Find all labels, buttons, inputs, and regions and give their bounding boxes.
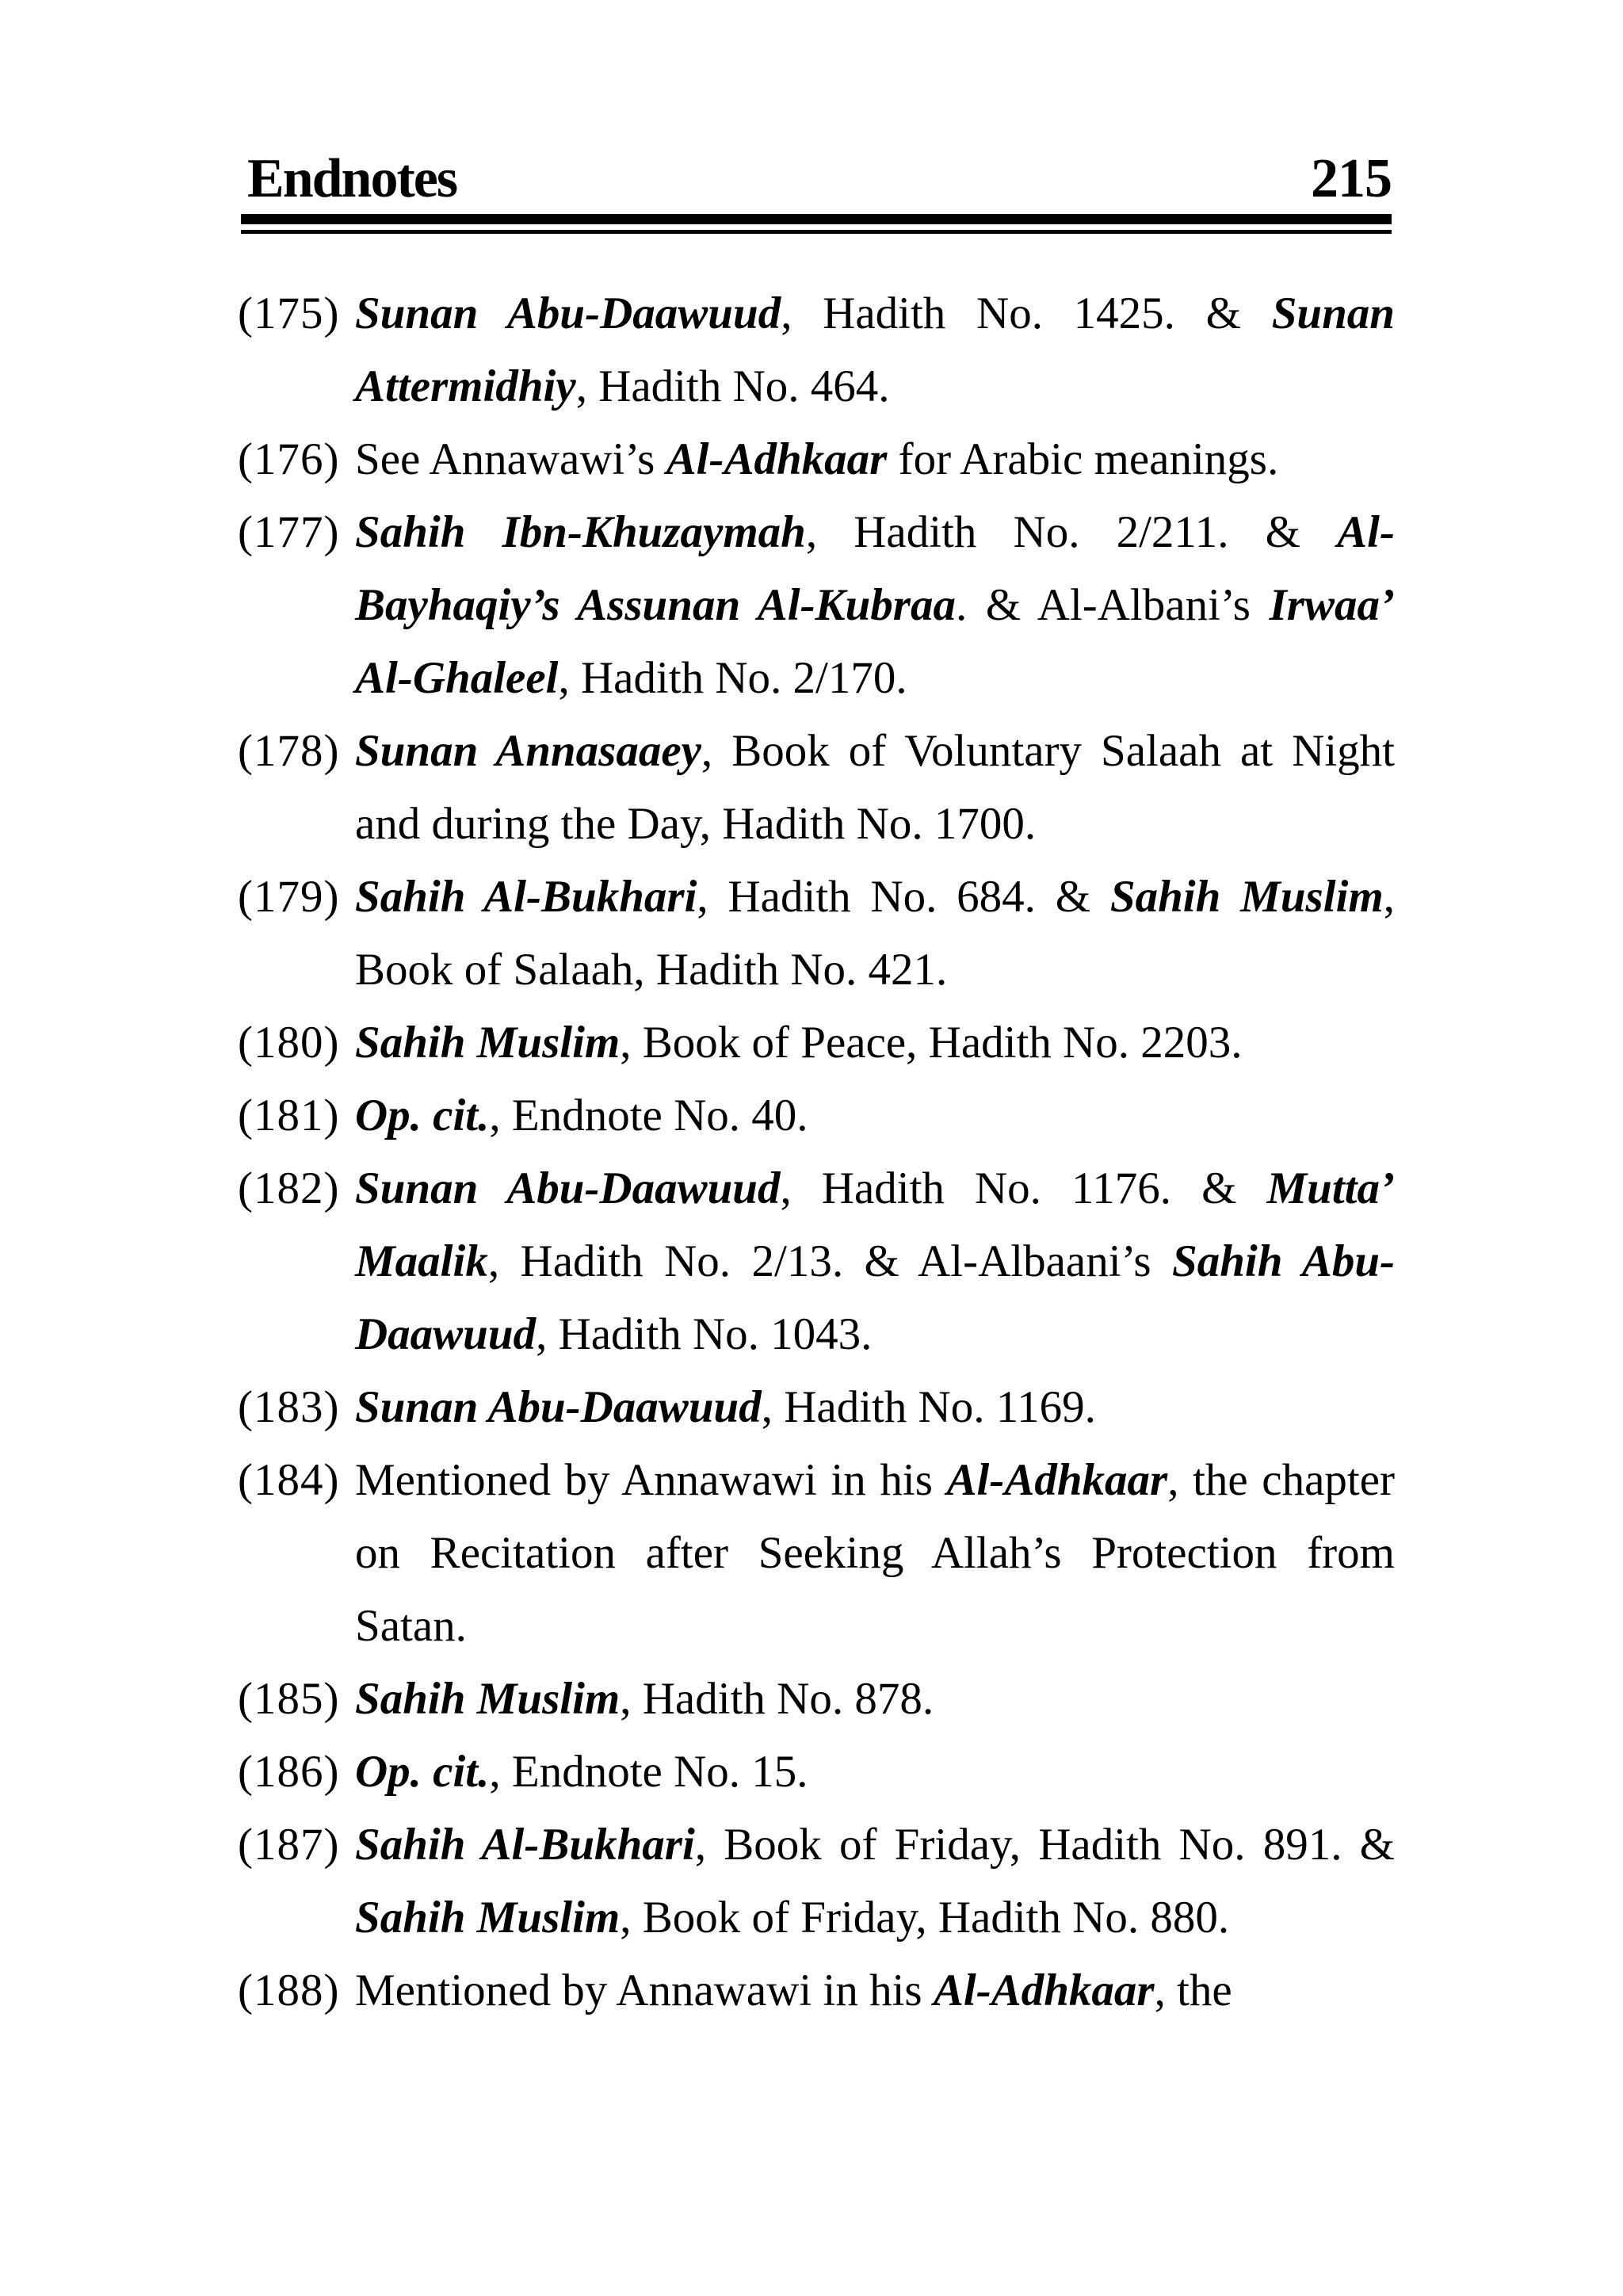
endnote-text: . & Al-Albani’s [955,580,1270,630]
endnote-number-value: 186 [253,1747,324,1797]
endnote-text: , Hadith No. 1176. & [780,1163,1267,1213]
endnote-number-value: 181 [253,1091,324,1140]
endnote-number-value: 175 [253,288,324,338]
endnote-source-title: Al-Bayhaqiy’s Assunan Al-Kubraa [355,507,1395,630]
endnote-text: , Book of Friday, Hadith No. 891. & [694,1820,1395,1870]
endnote-source-title: Sahih Al-Bukhari [355,1820,695,1870]
endnote-number: (188) [238,1966,340,2015]
endnote-text: , Hadith No. 878. [620,1674,934,1724]
endnote-number-value: 179 [253,872,324,922]
endnote-item [238,1444,1395,1663]
endnote-text: , Endnote No. 40. [489,1091,808,1140]
endnote-number: (185) [238,1674,340,1724]
running-header-title: Endnotes [247,148,457,209]
endnote-text: Mentioned by Annawawi in his [355,1966,934,2015]
endnote-source-title: Irwaa’ Al-Ghaleel [355,580,1395,703]
endnote-number-value: 177 [253,507,324,557]
endnote-item [238,1007,1395,1079]
endnote-item [238,1371,1395,1444]
endnote-item [238,861,1395,1007]
endnote-item [238,1079,1395,1152]
endnote-text: for Arabic meanings. [887,434,1279,484]
endnote-source-title: Sahih Ibn-Khuzaymah [355,507,806,557]
endnotes-list [238,277,1395,2027]
endnote-source-title: Sahih Muslim [355,1893,621,1943]
endnote-text: , Hadith No. 1169. [761,1382,1096,1432]
endnote-source-title: Sahih Muslim [355,1674,621,1724]
endnote-number: (181) [238,1091,340,1140]
endnote-number-value: 185 [253,1674,324,1724]
endnote-source-title: Op. cit. [355,1091,490,1140]
endnote-source-title: Sunan Abu-Daawuud [355,1382,762,1432]
endnote-text: , Hadith No. 684. & [697,872,1110,922]
endnote-number-value: 178 [253,726,324,776]
endnote-item [238,1663,1395,1736]
endnote-item [238,277,1395,423]
endnote-text: , Hadith No. 1425. & [781,288,1272,338]
endnote-text: , the chapter on Recitation after Seeking Allah’s Protection from Satan. [355,1455,1395,1651]
endnote-source-title: Sunan Abu-Daawuud [355,288,781,338]
endnote-source-title: Sunan Annasaaey [355,726,701,776]
endnote-number-value: 188 [253,1966,324,2015]
endnote-number: (178) [238,726,340,776]
endnote-item [238,496,1395,715]
endnote-number-value: 176 [253,434,324,484]
endnote-number: (184) [238,1455,340,1505]
endnote-source-title: Sahih Muslim [1109,872,1384,922]
endnote-item [238,1954,1395,2027]
page-number: 215 [1311,148,1392,209]
endnote-source-title: Sahih Abu-Daawuud [355,1236,1395,1359]
endnote-text: , Endnote No. 15. [489,1747,808,1797]
endnote-source-title: Al-Adhkaar [946,1455,1168,1505]
endnote-text: , Book of Salaah, Hadith No. 421. [355,872,1395,995]
endnote-item [238,1152,1395,1371]
endnote-source-title: Sahih Muslim [355,1018,621,1068]
endnote-number: (183) [238,1382,340,1432]
endnote-source-title: Al-Adhkaar [933,1966,1155,2015]
endnote-number-value: 180 [253,1018,324,1068]
endnote-text: , Hadith No. 1043. [536,1309,873,1359]
endnote-source-title: Sunan Abu-Daawuud [355,1163,781,1213]
endnote-text: Mentioned by Annawawi in his [355,1455,947,1505]
endnote-item [238,1809,1395,1954]
endnote-number: (187) [238,1820,340,1870]
endnote-number-value: 184 [253,1455,324,1505]
endnote-item [238,1736,1395,1809]
endnote-text: , Book of Friday, Hadith No. 880. [620,1893,1230,1943]
header-rule-thick [241,214,1392,224]
endnote-number: (176) [238,434,340,484]
header-rule-thin [241,230,1392,234]
endnote-text: , Book of Voluntary Salaah at Night and during the Day, Hadith No. 1700. [355,726,1395,849]
endnote-text: , Hadith No. 464. [575,361,890,411]
running-header [247,147,1392,211]
endnote-number: (175) [238,288,340,338]
endnote-text: , Hadith No. 2/211. & [805,507,1338,557]
endnote-number-value: 187 [253,1820,324,1870]
endnote-text: , Book of Peace, Hadith No. 2203. [620,1018,1243,1068]
endnote-number-value: 182 [253,1163,324,1213]
endnote-source-title: Op. cit. [355,1747,490,1797]
endnote-text: See Annawawi’s [355,434,666,484]
endnote-text: , the [1154,1966,1232,2015]
endnote-number: (179) [238,872,340,922]
endnote-number: (177) [238,507,340,557]
endnote-number-value: 183 [253,1382,324,1432]
endnote-text: , Hadith No. 2/170. [558,653,907,703]
endnote-source-title: Sunan Attermidhiy [355,288,1395,411]
endnote-source-title: Sahih Al-Bukhari [355,872,697,922]
endnote-item [238,423,1395,496]
endnote-source-title: Al-Adhkaar [666,434,888,484]
endnote-number: (182) [238,1163,340,1213]
endnote-number: (186) [238,1747,340,1797]
endnote-number: (180) [238,1018,340,1068]
endnote-source-title: Mutta’ Maalik [355,1163,1395,1286]
endnote-text: , Hadith No. 2/13. & Al-Albaani’s [487,1236,1173,1286]
endnote-item [238,715,1395,861]
